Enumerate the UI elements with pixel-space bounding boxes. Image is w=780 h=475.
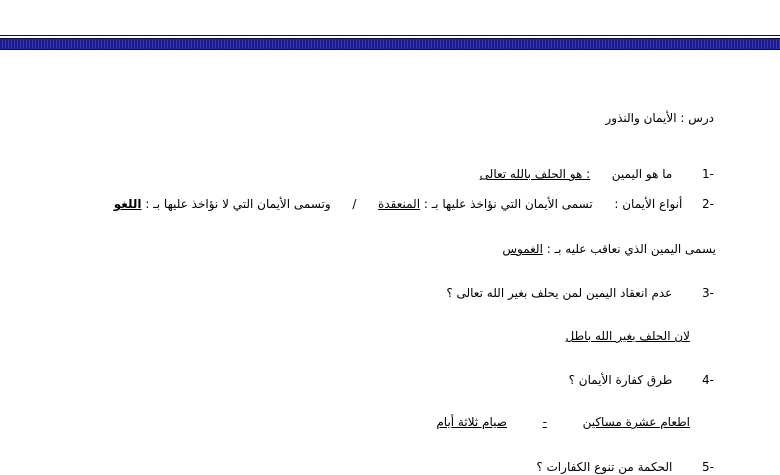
question-4-answer-line — [436, 414, 690, 430]
question-2-line-2-text: يسمى اليمين الذي نعاقب عليه بـ : — [546, 242, 716, 256]
question-2-line-2 — [502, 241, 716, 257]
question-1-text: ما هو اليمين — [611, 167, 673, 181]
question-2-label: أنواع الأيمان : — [614, 197, 683, 211]
question-2 — [114, 196, 714, 212]
question-2-slash: / — [352, 197, 357, 211]
question-4 — [569, 372, 714, 388]
question-1-answer: : هو الحلف بالله تعالى — [479, 167, 591, 181]
question-4-number: -4 — [702, 373, 714, 387]
question-4-answer-b: صيام ثلاثة أيام — [436, 415, 507, 429]
question-2-part1: تسمى الأيمان التي نؤاخذ عليها بـ : — [423, 197, 593, 211]
question-4-text: طرق كفارة الأيمان ؟ — [568, 373, 673, 387]
question-5 — [536, 459, 714, 475]
question-2-number: -2 — [702, 197, 714, 211]
question-4-answer-a: اطعام عشرة مساكين — [582, 415, 690, 429]
question-2-line-2-answer: الغموس — [502, 242, 543, 256]
question-3 — [446, 285, 714, 301]
question-1-number: -1 — [702, 167, 714, 181]
question-5-number: -5 — [702, 460, 714, 474]
question-1 — [480, 166, 714, 182]
lesson-title-text: درس : الأيمان والنذور — [605, 111, 714, 125]
page-border — [0, 38, 780, 50]
lesson-title — [606, 110, 715, 126]
question-3-answer-line — [566, 328, 690, 344]
question-2-answer-2: اللغو — [113, 197, 142, 211]
question-5-text: الحكمة من تنوع الكفارات ؟ — [536, 460, 673, 474]
question-3-answer: لان الحلف بغير الله باطل — [565, 329, 690, 343]
question-4-dash: - — [542, 415, 547, 429]
question-2-answer-1: المنعقدة — [378, 197, 421, 211]
question-3-number: -3 — [702, 286, 714, 300]
question-3-text: عدم انعقاد اليمين لمن يحلف بغير الله تعالى ؟ — [446, 286, 673, 300]
question-2-part2: وتسمى الأيمان التي لا نؤاخذ عليها بـ : — [145, 197, 331, 211]
